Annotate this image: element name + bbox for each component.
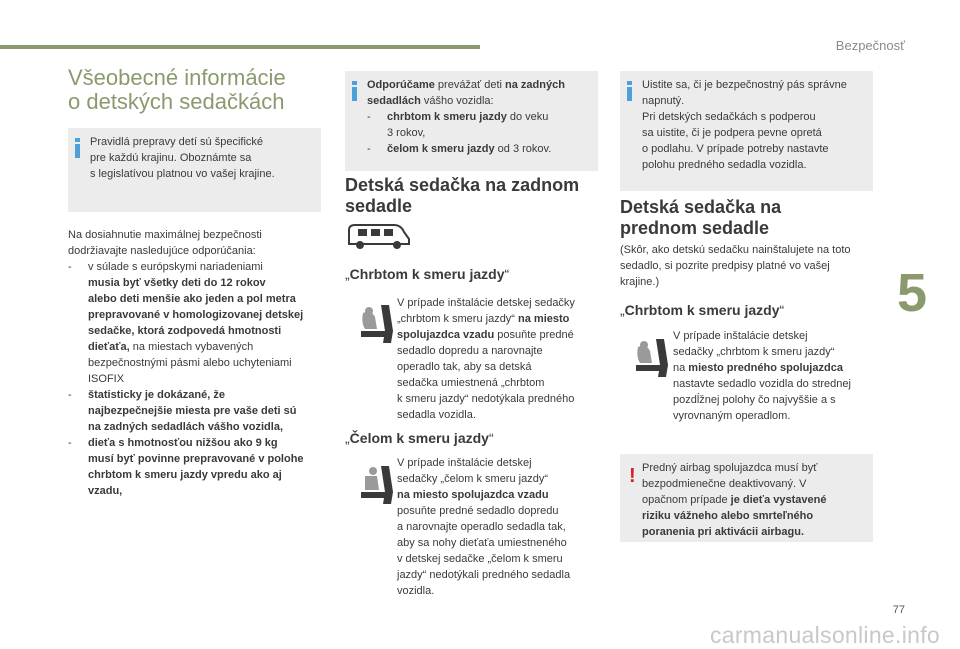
bullet-line: bezpečnostnými pásmi alebo uchyteniami [88,357,292,369]
bullet-line: na miestach vybavených [129,341,254,353]
bullet-dash: - [68,261,72,273]
intro-line: dodržiavajte nasledujúce odporúčania: [68,245,256,257]
text-line: vozidla. [397,585,435,597]
bullet-dash: - [367,143,371,155]
heading-front-seat [620,197,880,239]
box-text: napnutý. [642,95,685,107]
box-text: polohu predného sedadla vozidla. [642,159,807,171]
text-line: v detskej sedačke „čelom k smeru [397,553,563,565]
page-title-line2: o detských sedačkách [68,89,285,114]
box-text: do veku [506,111,549,123]
quote-mark: “ [504,266,510,282]
text-line: nastavte sedadlo vozidla do strednej [673,378,851,390]
chapter-number: 5 [897,263,928,323]
box-bold: na zadných [505,79,565,91]
text-line: posuňte predné sedadlo dopredu [397,505,559,517]
warning-text: Predný airbag spolujazdca musí byť [642,462,818,474]
box-bold: sedadlách [367,95,421,107]
bullet-under-9kg [68,435,328,499]
bullet-bold: musia byť všetky deti do 12 rokov [88,277,266,289]
box-bold: chrbtom k smeru jazdy [387,111,507,123]
rear-facing-seat-icon [355,301,397,347]
bullet-dash: - [68,437,72,449]
box-text: vášho vozidla: [420,95,494,107]
section-title: Bezpečnosť [835,38,905,53]
bullet-bold: štatisticky je dokázané, že [88,389,225,401]
front-rear-facing-seat-icon [630,335,672,381]
text-line: posuňte predné [494,329,574,341]
header-accent-bar [0,45,480,49]
forward-facing-seat-icon [355,462,397,508]
text-line: pozdĺžnej polohy čo najvyššie a s [673,394,836,406]
heading-text: Chrbtom k smeru jazdy [349,266,505,282]
warning-box-airbag [620,454,873,542]
quote-mark: „ [345,266,350,282]
page-title-line1: Všeobecné informácie [68,65,286,90]
info-line: s legislatívou platnou vo vašej krajine. [90,168,275,180]
bullet-bold: dieťaťa, [88,341,130,353]
box-item-rear-facing [367,109,590,141]
text-line: V prípade inštalácie detskej [397,457,532,469]
heading-line: sedadle [345,196,413,216]
text-line: sedačky „chrbtom k smeru jazdy“ [673,346,835,358]
box-text: 3 rokov, [387,127,426,139]
text-line: V prípade inštalácie detskej [673,330,808,342]
bullet-bold: dieťa s hmotnosťou nižšou ako 9 kg [88,437,278,449]
info-box-seatbelt [620,71,873,191]
info-box-legislation [68,128,321,212]
van-icon [346,222,412,252]
heading-line: prednom sedadle [620,218,770,238]
rear-facing-text [397,295,602,423]
bullet-eu-regulations [68,259,328,387]
text-line: sedadlo, si pozrite predpisy platné vo vašej [620,260,830,272]
bullet-bold: prepravované v homologizovanej detskej [88,309,304,321]
info-icon [75,138,80,158]
info-icon [627,81,632,101]
text-bold: spolujazdca vzadu [397,329,495,341]
box-bold: čelom k smeru jazdy [387,143,495,155]
warning-text: opačnom prípade [642,494,731,506]
bullet-bold: musí byť povinne prepravované v polohe [88,453,304,465]
bullet-dash: - [68,389,72,401]
heading-rear-seat [345,175,605,217]
quote-mark: “ [779,302,785,318]
text-line: sedadlo dopredu a narovnajte [397,345,543,357]
bullet-bold: na zadných sedadlách vášho vozidla, [88,421,284,433]
heading-text: Čelom k smeru jazdy [349,430,489,446]
bullet-bold: vzadu, [88,485,123,497]
box-text: Pri detských sedačkách s podperou [642,111,816,123]
front-rear-facing-text [673,328,878,424]
text-line: sedadla vozidla. [397,409,476,421]
warning-bold: je dieťa vystavené [730,494,827,506]
text-bold: na miesto [518,313,570,325]
bullet-dash: - [367,111,371,123]
bullet-bold: sedačke, ktorá zodpovedá hmotnosti [88,325,282,337]
box-bold: Odporúčame [367,79,435,91]
quote-mark: „ [345,430,350,446]
warning-bold: riziku vážneho alebo smrteľného [642,510,814,522]
info-box-rear-seats [345,71,598,171]
recommendations-text [68,227,328,499]
text-line: krajine.) [620,276,660,288]
quote-mark: “ [488,430,494,446]
warning-bold: poranenia pri aktivácii airbagu. [642,526,804,538]
heading-rear-facing [345,266,509,282]
quote-mark: „ [620,302,625,318]
heading-line: Detská sedačka na [620,197,782,217]
bullet-bold: chrbtom k smeru jazdy vpredu ako aj [88,469,282,481]
text-line: k smeru jazdy“ nedotýkala predného [397,393,575,405]
heading-text: Chrbtom k smeru jazdy [624,302,780,318]
info-line: pre každú krajinu. Oboznámte sa [90,152,252,164]
text-line: sedačka umiestnená „chrbtom [397,377,545,389]
text-bold: miesto predného spolujazdca [688,362,843,374]
warning-text: bezpodmienečne deaktivovaný. V [642,478,807,490]
heading-front-rear-facing [620,302,784,318]
text-line: jazdy“ nedotýkali predného sedadla [397,569,571,581]
box-text: sa uistite, či je podpera pevne opretá [642,127,822,139]
text-line: aby sa nohy dieťaťa umiestneného [397,537,567,549]
forward-facing-text [397,455,602,599]
intro-line: Na dosiahnutie maximálnej bezpečnosti [68,229,262,241]
box-text: prevážať deti [434,79,506,91]
text-line: (Skôr, ako detskú sedačku nainštalujete na toto [620,244,851,256]
text-line: na [673,362,689,374]
page-title [68,66,318,114]
page-number: 77 [892,604,905,616]
text-line: operadlo tak, aby sa detská [397,361,532,373]
bullet-statistics [68,387,328,435]
bullet-line: ISOFIX [88,373,125,385]
heading-line: Detská sedačka na zadnom [345,175,580,195]
heading-forward-facing [345,430,494,446]
box-text: o podlahu. V prípade potreby nastavte [642,143,829,155]
bullet-bold: alebo deti menšie ako jeden a pol metra [88,293,296,305]
box-item-forward-facing [367,141,590,157]
box-text: od 3 rokov. [494,143,552,155]
bullet-bold: najbezpečnejšie miesta pre vaše deti sú [88,405,297,417]
text-line: „chrbtom k smeru jazdy“ [397,313,519,325]
bullet-line: v súlade s európskymi nariadeniami [88,261,263,273]
info-icon [352,81,357,101]
text-line: sedačky „čelom k smeru jazdy“ [397,473,548,485]
text-bold: na miesto spolujazdca vzadu [397,489,549,501]
box-text: Uistite sa, či je bezpečnostný pás správne [642,79,847,91]
front-seat-note [620,242,880,290]
text-line: vyrovnaným operadlom. [673,410,791,422]
warning-icon: ! [629,465,636,487]
watermark: carmanualsonline.info [709,622,940,648]
info-line: Pravidlá prepravy detí sú špecifické [90,136,264,148]
text-line: a narovnajte operadlo sedadla tak, [397,521,566,533]
text-line: V prípade inštalácie detskej sedačky [397,297,575,309]
